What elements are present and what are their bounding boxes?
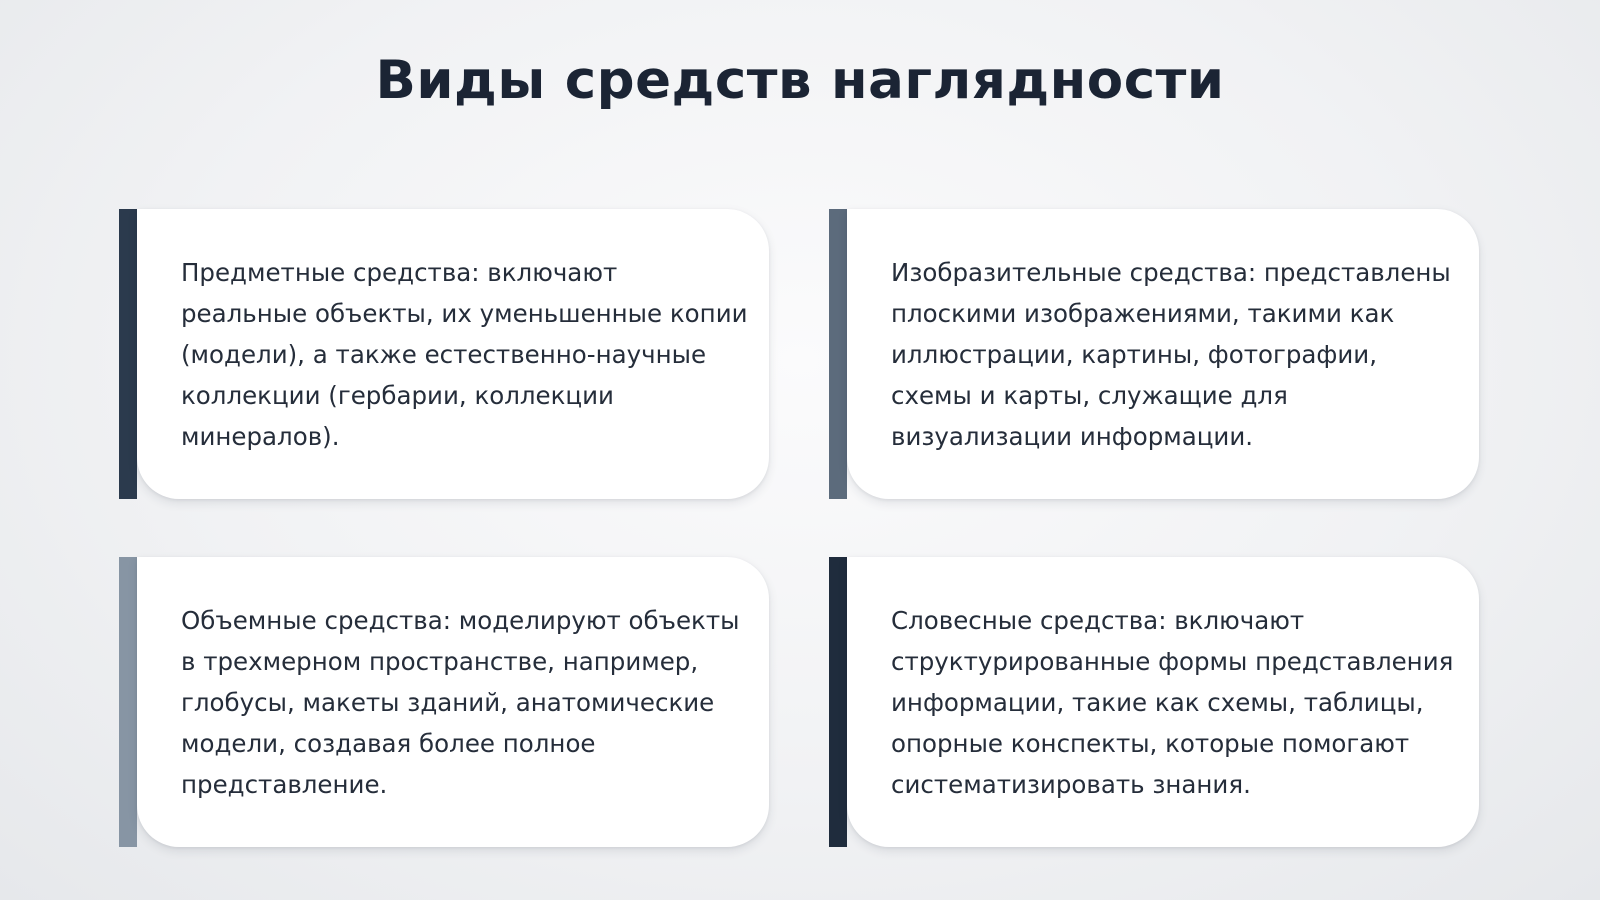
card-pictorial-aids (829, 209, 1479, 499)
card-panel (847, 557, 1479, 847)
card-verbal-aids (829, 557, 1479, 847)
card-object-aids (119, 209, 769, 499)
card-accent-bar (829, 557, 847, 847)
card-accent-bar (829, 209, 847, 499)
card-accent-bar (119, 557, 137, 847)
card-text: Словесные средства: включают структурированные формы представления информации, такие как схемы, таблицы, опорные конспекты, которые помогают систематизировать знания. (891, 605, 1454, 799)
card-panel (847, 209, 1479, 499)
card-text: Предметные средства: включают реальные объекты, их уменьшенные копии (модели), а также естественно-научные коллекции (гербарии, коллекции минералов). (181, 257, 748, 451)
slide-title: Виды средств наглядности (375, 50, 1225, 111)
card-accent-bar (119, 209, 137, 499)
card-text: Объемные средства: моделируют объекты в трехмерном пространстве, например, глобусы, макеты зданий, анатомические модели, создавая более полное представление. (181, 605, 740, 799)
card-volumetric-aids (119, 557, 769, 847)
card-text: Изобразительные средства: представлены плоскими изображениями, такими как иллюстрации, картины, фотографии, схемы и карты, служащие для визуализации информации. (891, 257, 1451, 451)
card-panel (137, 557, 769, 847)
card-panel (137, 209, 769, 499)
